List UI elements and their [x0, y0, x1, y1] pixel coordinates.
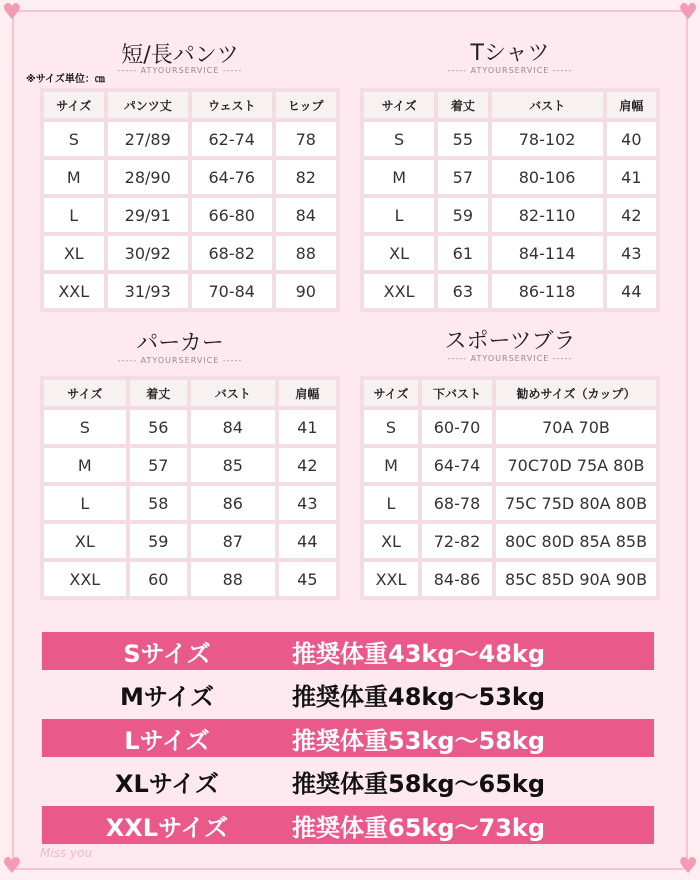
- table-cell: 61: [438, 236, 487, 270]
- table-row: [364, 562, 656, 596]
- table-cell: 86: [191, 486, 275, 520]
- heart-icon: ♥: [2, 854, 22, 879]
- parka-title: パーカー: [136, 331, 224, 356]
- header-cell: バスト: [492, 92, 603, 118]
- band-weight-label: 推奨体重43kg～48kg: [292, 639, 546, 668]
- header-cell: 勧めサイズ（カップ）: [496, 380, 656, 406]
- table-cell: 86-118: [492, 274, 603, 308]
- table-cell: S: [364, 410, 418, 444]
- table-cell: 80C 80D 85A 85B: [496, 524, 656, 558]
- table-cell: L: [44, 198, 104, 232]
- table-row: [364, 198, 656, 232]
- table-row: [44, 236, 336, 270]
- weight-band-s: [42, 632, 654, 670]
- tshirt-subtitle: ----- ATYOURSERVICE -----: [447, 66, 573, 75]
- pants-subtitle: ----- ATYOURSERVICE -----: [117, 66, 243, 75]
- header-cell: 肩幅: [607, 92, 656, 118]
- table-cell: 80-106: [492, 160, 603, 194]
- table-cell: 60: [130, 562, 187, 596]
- table-cell: 57: [438, 160, 487, 194]
- table-row: [44, 486, 336, 520]
- table-cell: 59: [130, 524, 187, 558]
- table-cell: 85C 85D 90A 90B: [496, 562, 656, 596]
- table-cell: XXL: [44, 562, 126, 596]
- table-cell: L: [44, 486, 126, 520]
- table-cell: 29/91: [108, 198, 188, 232]
- band-size-label: Lサイズ: [124, 726, 210, 755]
- table-cell: 88: [191, 562, 275, 596]
- header-cell: サイズ: [364, 380, 418, 406]
- table-cell: M: [44, 448, 126, 482]
- table-cell: 78: [276, 122, 337, 156]
- table-cell: M: [364, 160, 434, 194]
- header-cell: ウェスト: [192, 92, 272, 118]
- table-cell: 43: [607, 236, 656, 270]
- table-cell: XL: [364, 524, 418, 558]
- table-cell: 59: [438, 198, 487, 232]
- unit-note: ※サイズ単位：㎝: [26, 74, 105, 85]
- table-cell: 78-102: [492, 122, 603, 156]
- table-cell: 68-78: [422, 486, 492, 520]
- band-weight-label: 推奨体重53kg～58kg: [292, 726, 546, 755]
- weight-band-l: [42, 719, 654, 757]
- table-cell: 84: [191, 410, 275, 444]
- table-row: [364, 410, 656, 444]
- header-cell: 肩幅: [279, 380, 336, 406]
- table-cell: 56: [130, 410, 187, 444]
- table-cell: M: [364, 448, 418, 482]
- table-cell: 62-74: [192, 122, 272, 156]
- table-cell: 58: [130, 486, 187, 520]
- bra-subtitle: ----- ATYOURSERVICE -----: [447, 354, 573, 363]
- band-size-label: Mサイズ: [120, 682, 214, 711]
- table-cell: 70C70D 75A 80B: [496, 448, 656, 482]
- table-row: [364, 448, 656, 482]
- table-cell: M: [44, 160, 104, 194]
- table-cell: L: [364, 198, 434, 232]
- table-row: [44, 160, 336, 194]
- table-cell: 70-84: [192, 274, 272, 308]
- table-cell: 43: [279, 486, 336, 520]
- heart-icon: ♥: [2, 0, 22, 25]
- signature: Miss you: [40, 846, 93, 860]
- table-cell: XXL: [364, 562, 418, 596]
- pants-title: 短/長パンツ: [121, 43, 239, 68]
- table-cell: 44: [607, 274, 656, 308]
- band-weight-label: 推奨体重58kg～65kg: [292, 769, 546, 798]
- table-cell: 84: [276, 198, 337, 232]
- header-cell: サイズ: [44, 92, 104, 118]
- bra-table: [360, 376, 660, 600]
- header-cell: バスト: [191, 380, 275, 406]
- table-row: [44, 410, 336, 444]
- table-cell: 64-74: [422, 448, 492, 482]
- band-size-label: XXLサイズ: [105, 813, 229, 842]
- band-weight-label: 推奨体重65kg～73kg: [292, 813, 546, 842]
- table-cell: XL: [44, 524, 126, 558]
- weight-band-m: [42, 675, 654, 713]
- table-cell: XL: [44, 236, 104, 270]
- table-cell: S: [44, 410, 126, 444]
- table-cell: 68-82: [192, 236, 272, 270]
- table-row: [364, 122, 656, 156]
- table-row: [364, 160, 656, 194]
- table-cell: 85: [191, 448, 275, 482]
- header-cell: サイズ: [364, 92, 434, 118]
- table-cell: 31/93: [108, 274, 188, 308]
- header-cell: ヒップ: [276, 92, 337, 118]
- table-cell: 42: [279, 448, 336, 482]
- table-cell: 63: [438, 274, 487, 308]
- heart-icon: ♥: [678, 0, 698, 25]
- table-row: [364, 524, 656, 558]
- table-cell: 55: [438, 122, 487, 156]
- table-cell: S: [44, 122, 104, 156]
- table-cell: 41: [607, 160, 656, 194]
- pants-table: [40, 88, 340, 312]
- table-cell: 88: [276, 236, 337, 270]
- tshirt-title: Tシャツ: [470, 41, 550, 66]
- parka-subtitle: ----- ATYOURSERVICE -----: [117, 356, 243, 365]
- table-cell: 87: [191, 524, 275, 558]
- table-cell: 27/89: [108, 122, 188, 156]
- bra-title: スポーツブラ: [444, 329, 576, 354]
- table-row: [44, 562, 336, 596]
- table-row: [364, 236, 656, 270]
- table-cell: 41: [279, 410, 336, 444]
- table-cell: 72-82: [422, 524, 492, 558]
- table-cell: 82-110: [492, 198, 603, 232]
- header-cell: 着丈: [130, 380, 187, 406]
- table-cell: 40: [607, 122, 656, 156]
- table-cell: 90: [276, 274, 337, 308]
- table-cell: 82: [276, 160, 337, 194]
- table-cell: 44: [279, 524, 336, 558]
- table-row: [364, 274, 656, 308]
- table-cell: XL: [364, 236, 434, 270]
- table-cell: 84-114: [492, 236, 603, 270]
- heart-icon: ♥: [678, 854, 698, 879]
- weight-band-xl: [42, 762, 654, 800]
- table-cell: XXL: [364, 274, 434, 308]
- header-cell: 着丈: [438, 92, 487, 118]
- header-cell: サイズ: [44, 380, 126, 406]
- table-cell: S: [364, 122, 434, 156]
- table-cell: 57: [130, 448, 187, 482]
- table-cell: 66-80: [192, 198, 272, 232]
- header-cell: 下バスト: [422, 380, 492, 406]
- table-row: [44, 274, 336, 308]
- table-row: [44, 448, 336, 482]
- header-cell: パンツ丈: [108, 92, 188, 118]
- weight-band-xxl: [42, 806, 654, 844]
- table-cell: 45: [279, 562, 336, 596]
- table-cell: 70A 70B: [496, 410, 656, 444]
- table-cell: L: [364, 486, 418, 520]
- table-cell: XXL: [44, 274, 104, 308]
- table-row: [44, 524, 336, 558]
- table-cell: 84-86: [422, 562, 492, 596]
- band-size-label: Sサイズ: [123, 639, 211, 668]
- table-row: [44, 122, 336, 156]
- table-cell: 28/90: [108, 160, 188, 194]
- table-cell: 60-70: [422, 410, 492, 444]
- table-row: [44, 198, 336, 232]
- table-row: [364, 486, 656, 520]
- table-cell: 64-76: [192, 160, 272, 194]
- band-weight-label: 推奨体重48kg～53kg: [292, 682, 546, 711]
- table-cell: 75C 75D 80A 80B: [496, 486, 656, 520]
- table-cell: 30/92: [108, 236, 188, 270]
- table-cell: 42: [607, 198, 656, 232]
- tshirt-table: [360, 88, 660, 312]
- parka-table: [40, 376, 340, 600]
- band-size-label: XLサイズ: [115, 769, 219, 798]
